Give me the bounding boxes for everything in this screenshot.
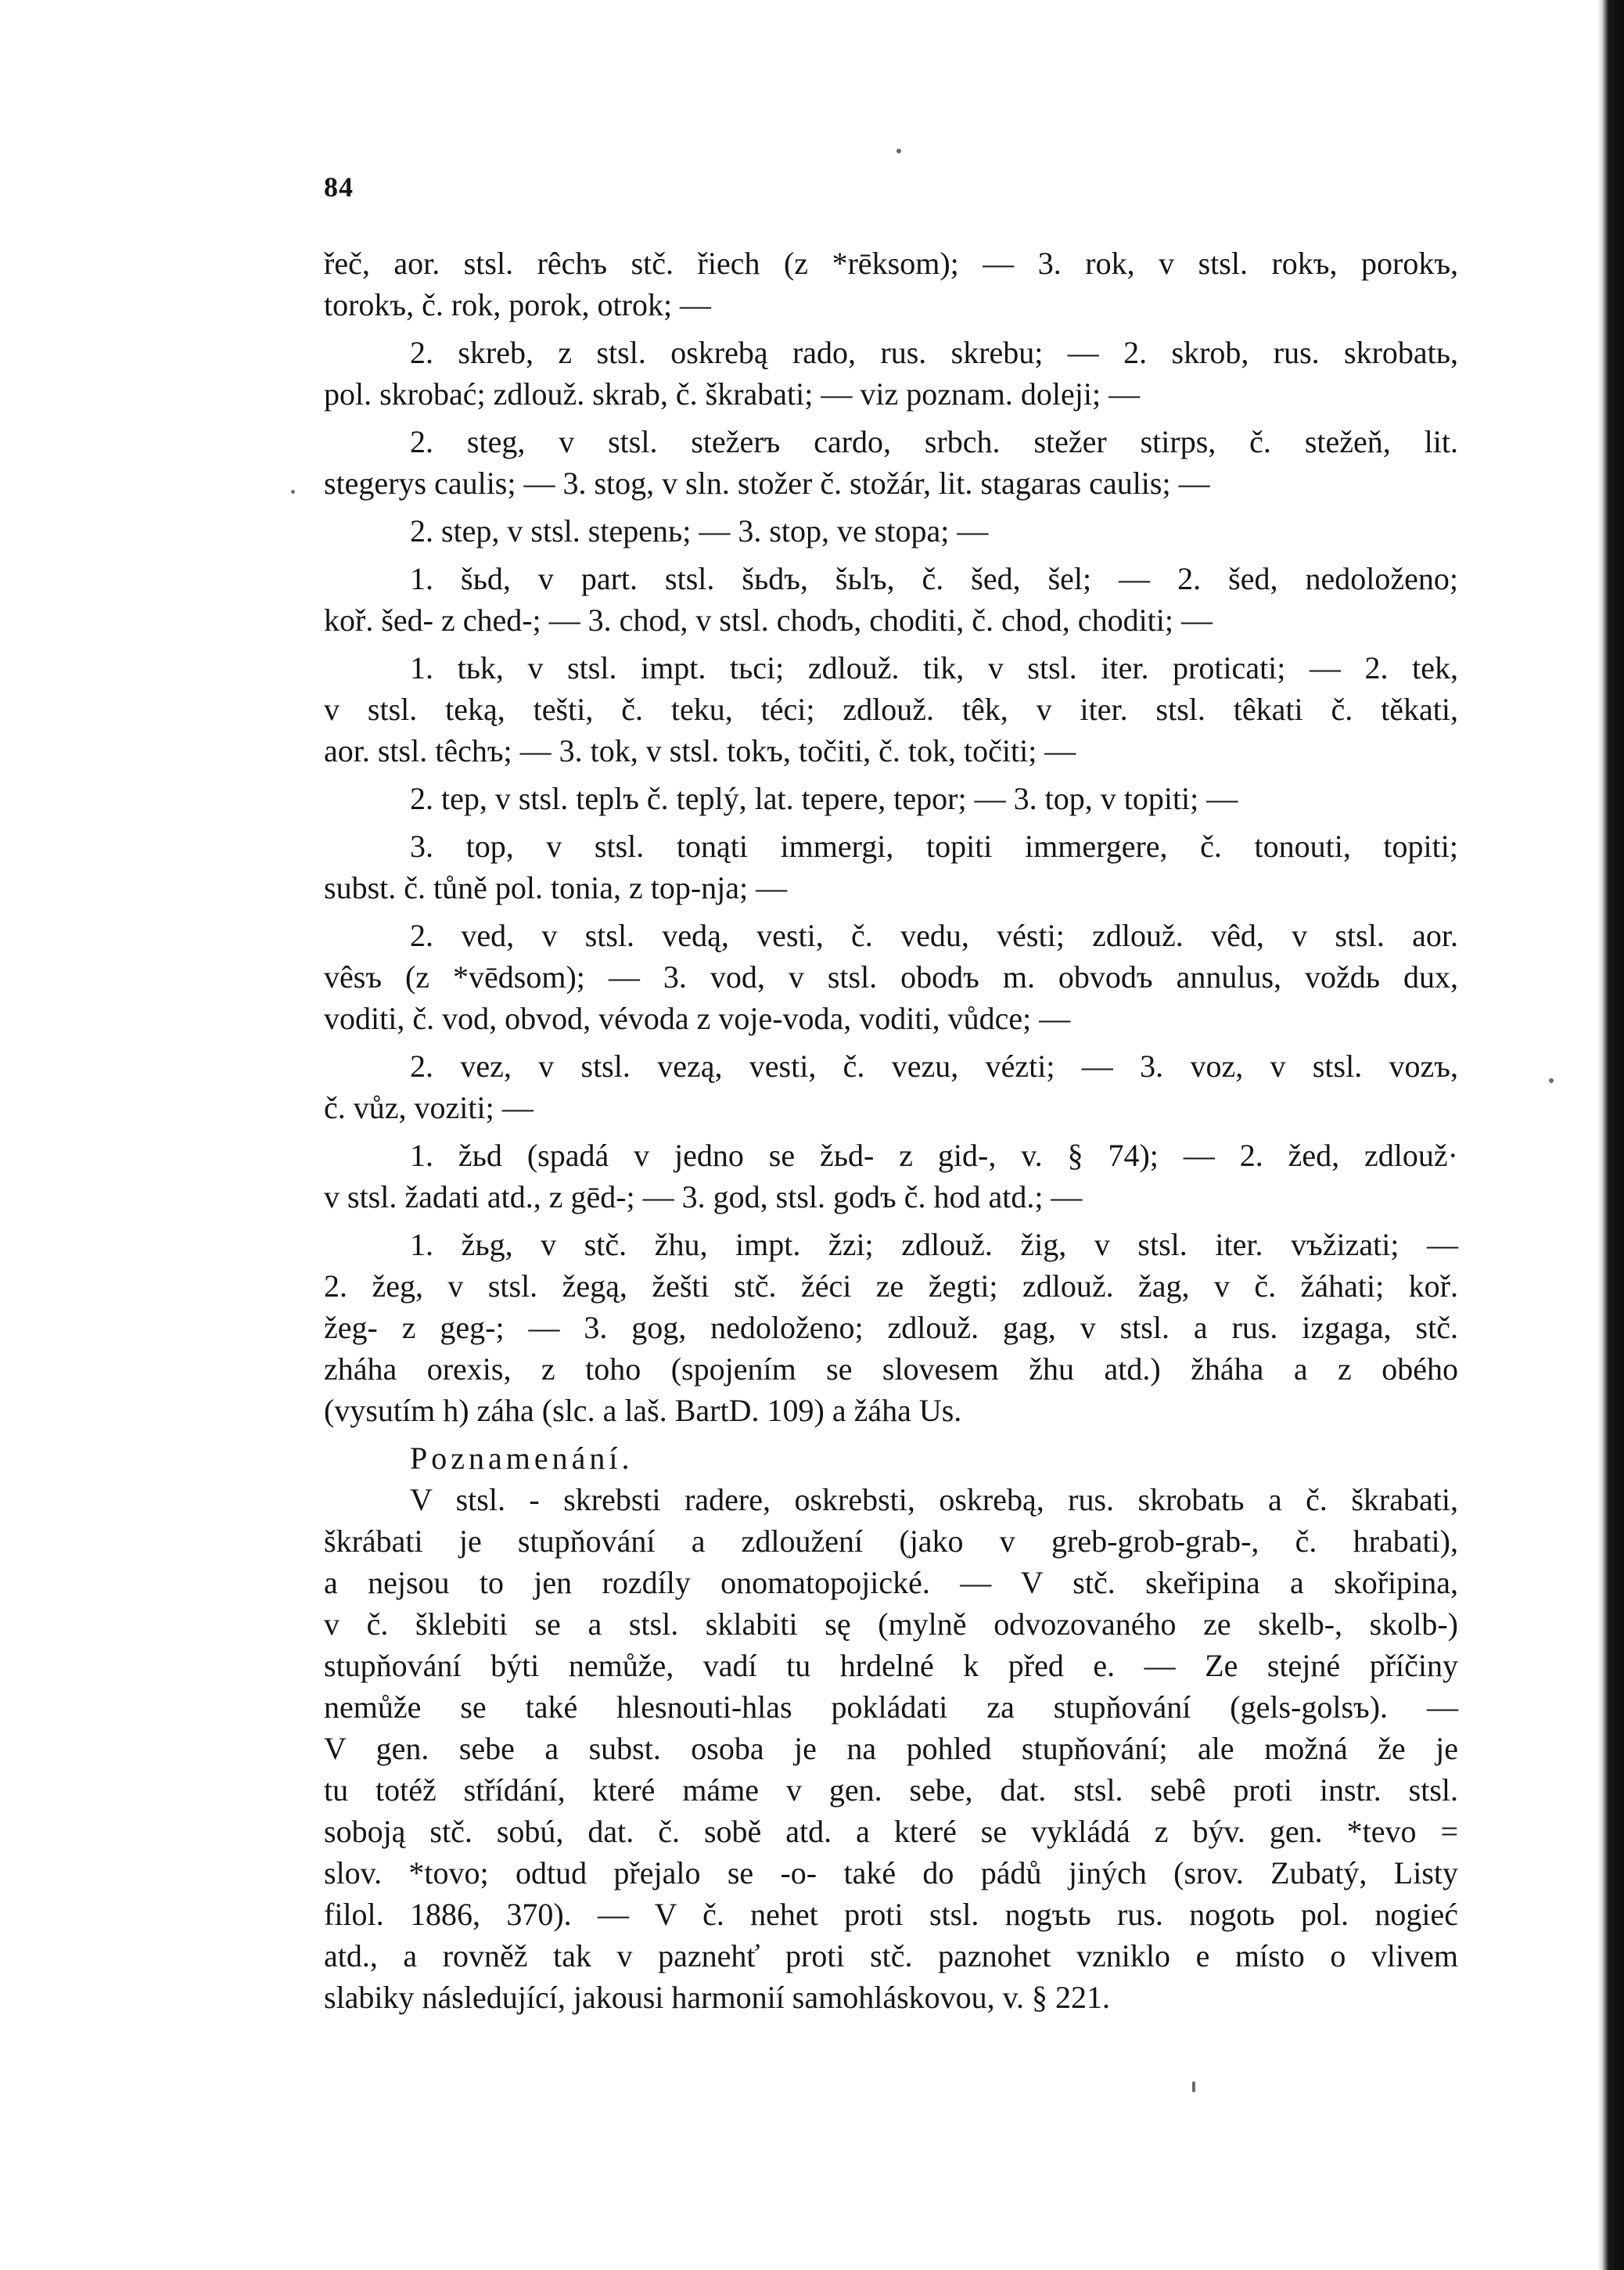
text-line: 2. steg, v stsl. stežerъ cardo, srbch. stežer stirps, č. stežeň, lit. <box>410 424 1458 459</box>
text-line: 1. žьd (spadá v jedno se žьd- z gid-, v. § 74); — 2. žed, zdlouž· <box>410 1138 1458 1173</box>
text-line: v stsl. teką, tešti, č. teku, téci; zdlouž. têk, v iter. stsl. têkati č. těkati, <box>324 692 1458 727</box>
text-line: subst. č. tůně pol. tonia, z top-nja; — <box>324 870 788 905</box>
text-line: pol. skrobać; zdlouž. skrab, č. škrabati; — viz poznam. doleji; — <box>324 376 1141 412</box>
entry-paragraph <box>324 1135 1458 1218</box>
text-line: v stsl. žadati atd., z gēd-; — 3. god, stsl. godъ č. hod atd.; — <box>324 1179 1083 1214</box>
text-line: 2. skreb, z stsl. oskrebą rado, rus. skrebu; — 2. skrob, rus. skrobatь, <box>410 335 1458 370</box>
note-line: V stsl. - skrebsti radere, oskrebsti, oskrebą, rus. skrobatь a č. škrabati, <box>410 1482 1458 1517</box>
note-section <box>324 1437 1458 2018</box>
text-line: 2. ved, v stsl. vedą, vesti, č. vedu, vésti; zdlouž. vêd, v stsl. aor. <box>410 918 1458 953</box>
note-line: atd., a rovněž tak v paznehť proti stč. paznohet vzniklo e místo o vlivem <box>324 1938 1458 1973</box>
note-line: a nejsou to jen rozdíly onomatopojické. — V stč. skeřipina a skořipina, <box>324 1565 1458 1600</box>
text-line: koř. šed- z ched-; — 3. chod, v stsl. chodъ, choditi, č. chod, choditi; — <box>324 603 1213 638</box>
note-line: soboją stč. sobú, dat. č. sobě atd. a které se vykládá z býv. gen. *tevo = <box>324 1814 1458 1849</box>
text-line: stegerys caulis; — 3. stog, v sln. stožer č. stožár, lit. stagaras caulis; — <box>324 466 1210 501</box>
text-line: 1. tьk, v stsl. impt. tьci; zdlouž. tik, v stsl. iter. proticati; — 2. tek, <box>410 650 1458 685</box>
note-line: stupňování býti nemůže, vadí tu hrdelné k před e. — Ze stejné příčiny <box>324 1648 1458 1683</box>
note-line: filol. 1886, 370). — V č. nehet proti stsl. nogъtь rus. nogotь pol. nogieć <box>324 1897 1459 1932</box>
text-line: zháha orexis, z toho (spojením se slovesem žhu atd.) žháha a z obého <box>324 1351 1458 1387</box>
text-line: voditi, č. vod, obvod, vévoda z voje-voda, voditi, vůdce; — <box>324 1001 1071 1036</box>
text-line: řeč, aor. stsl. rêchъ stč. řiech (z *rēksom); — 3. rok, v stsl. rokъ, porokъ, <box>324 246 1458 281</box>
body-text <box>324 243 1458 2018</box>
text-line: torokъ, č. rok, porok, otrok; — <box>324 287 712 322</box>
note-line: škrábati je stupňování a zdloužení (jako v greb-grob-grab-, č. hrabati), <box>324 1524 1458 1559</box>
text-line: vêsъ (z *vēdsom); — 3. vod, v stsl. obodъ m. obvodъ annulus, voždь dux, <box>324 959 1458 995</box>
text-line: aor. stsl. têchъ; — 3. tok, v stsl. tokъ, točiti, č. tok, točiti; — <box>324 733 1076 768</box>
entry-paragraph <box>324 1045 1458 1128</box>
text-line: 2. tep, v stsl. teplъ č. teplý, lat. tepere, tepor; — 3. top, v topiti; — <box>410 781 1238 816</box>
entry-paragraph <box>324 1224 1458 1431</box>
text-line: žeg- z geg-; — 3. gog, nedoloženo; zdlouž. gag, v stsl. a rus. izgaga, stč. <box>324 1310 1458 1345</box>
text-line: 1. šьd, v part. stsl. šьdъ, šьlъ, č. šed, šel; — 2. šed, nedoloženo; <box>410 561 1458 596</box>
scan-speck <box>896 149 901 153</box>
note-line: v č. šklebiti se a stsl. sklabiti sę (mylně odvozovaného ze skelb-, skolb-) <box>324 1606 1458 1642</box>
text-line: 1. žьg, v stč. žhu, impt. žzi; zdlouž. žig, v stsl. iter. vъžizati; — <box>410 1227 1458 1262</box>
note-line: slov. *tovo; odtud přejalo se -o- také do pádů jiných (srov. Zubatý, Listy <box>324 1855 1458 1890</box>
scan-speck <box>1549 1078 1554 1083</box>
scan-speck <box>291 490 295 494</box>
text-line: č. vůz, voziti; — <box>324 1090 534 1125</box>
entry-paragraph <box>324 510 1458 552</box>
note-heading: Poznamenání. <box>410 1441 634 1476</box>
note-line: tu totéž střídání, které máme v gen. sebe, dat. stsl. sebê proti instr. stsl. <box>324 1772 1458 1808</box>
note-line: slabiky následující, jakousi harmonií samohláskovou, v. § 221. <box>324 1980 1111 2015</box>
text-line: 2. step, v stsl. stepenь; — 3. stop, ve stopa; — <box>410 513 989 549</box>
text-line: 3. top, v stsl. tonąti immergi, topiti immergere, č. tonouti, topiti; <box>410 829 1458 864</box>
scanned-page-edge <box>1597 0 1624 2270</box>
entry-paragraph <box>324 421 1458 504</box>
text-line: (vysutím h) záha (slc. a laš. BartD. 109) a žáha Us. <box>324 1393 962 1428</box>
text-line: 2. vez, v stsl. vezą, vesti, č. vezu, vézti; — 3. voz, v stsl. vozъ, <box>410 1049 1458 1084</box>
page-number: 84 <box>324 171 354 203</box>
text-line: 2. žeg, v stsl. žegą, žešti stč. žéci ze žegti; zdlouž. žag, v č. žáhati; koř. <box>324 1268 1458 1304</box>
scan-speck <box>1192 2081 1195 2092</box>
entry-paragraph <box>324 778 1458 819</box>
entry-paragraph <box>324 647 1458 772</box>
entry-paragraph <box>324 826 1458 908</box>
note-line: nemůže se také hlesnouti-hlas pokládati za stupňování (gels-golsъ). — <box>324 1689 1458 1725</box>
note-line: V gen. sebe a subst. osoba je na pohled stupňování; ale možná že je <box>324 1731 1458 1766</box>
entry-paragraph <box>324 243 1458 326</box>
entry-paragraph <box>324 915 1458 1039</box>
entry-paragraph <box>324 558 1458 641</box>
entry-paragraph <box>324 332 1458 415</box>
